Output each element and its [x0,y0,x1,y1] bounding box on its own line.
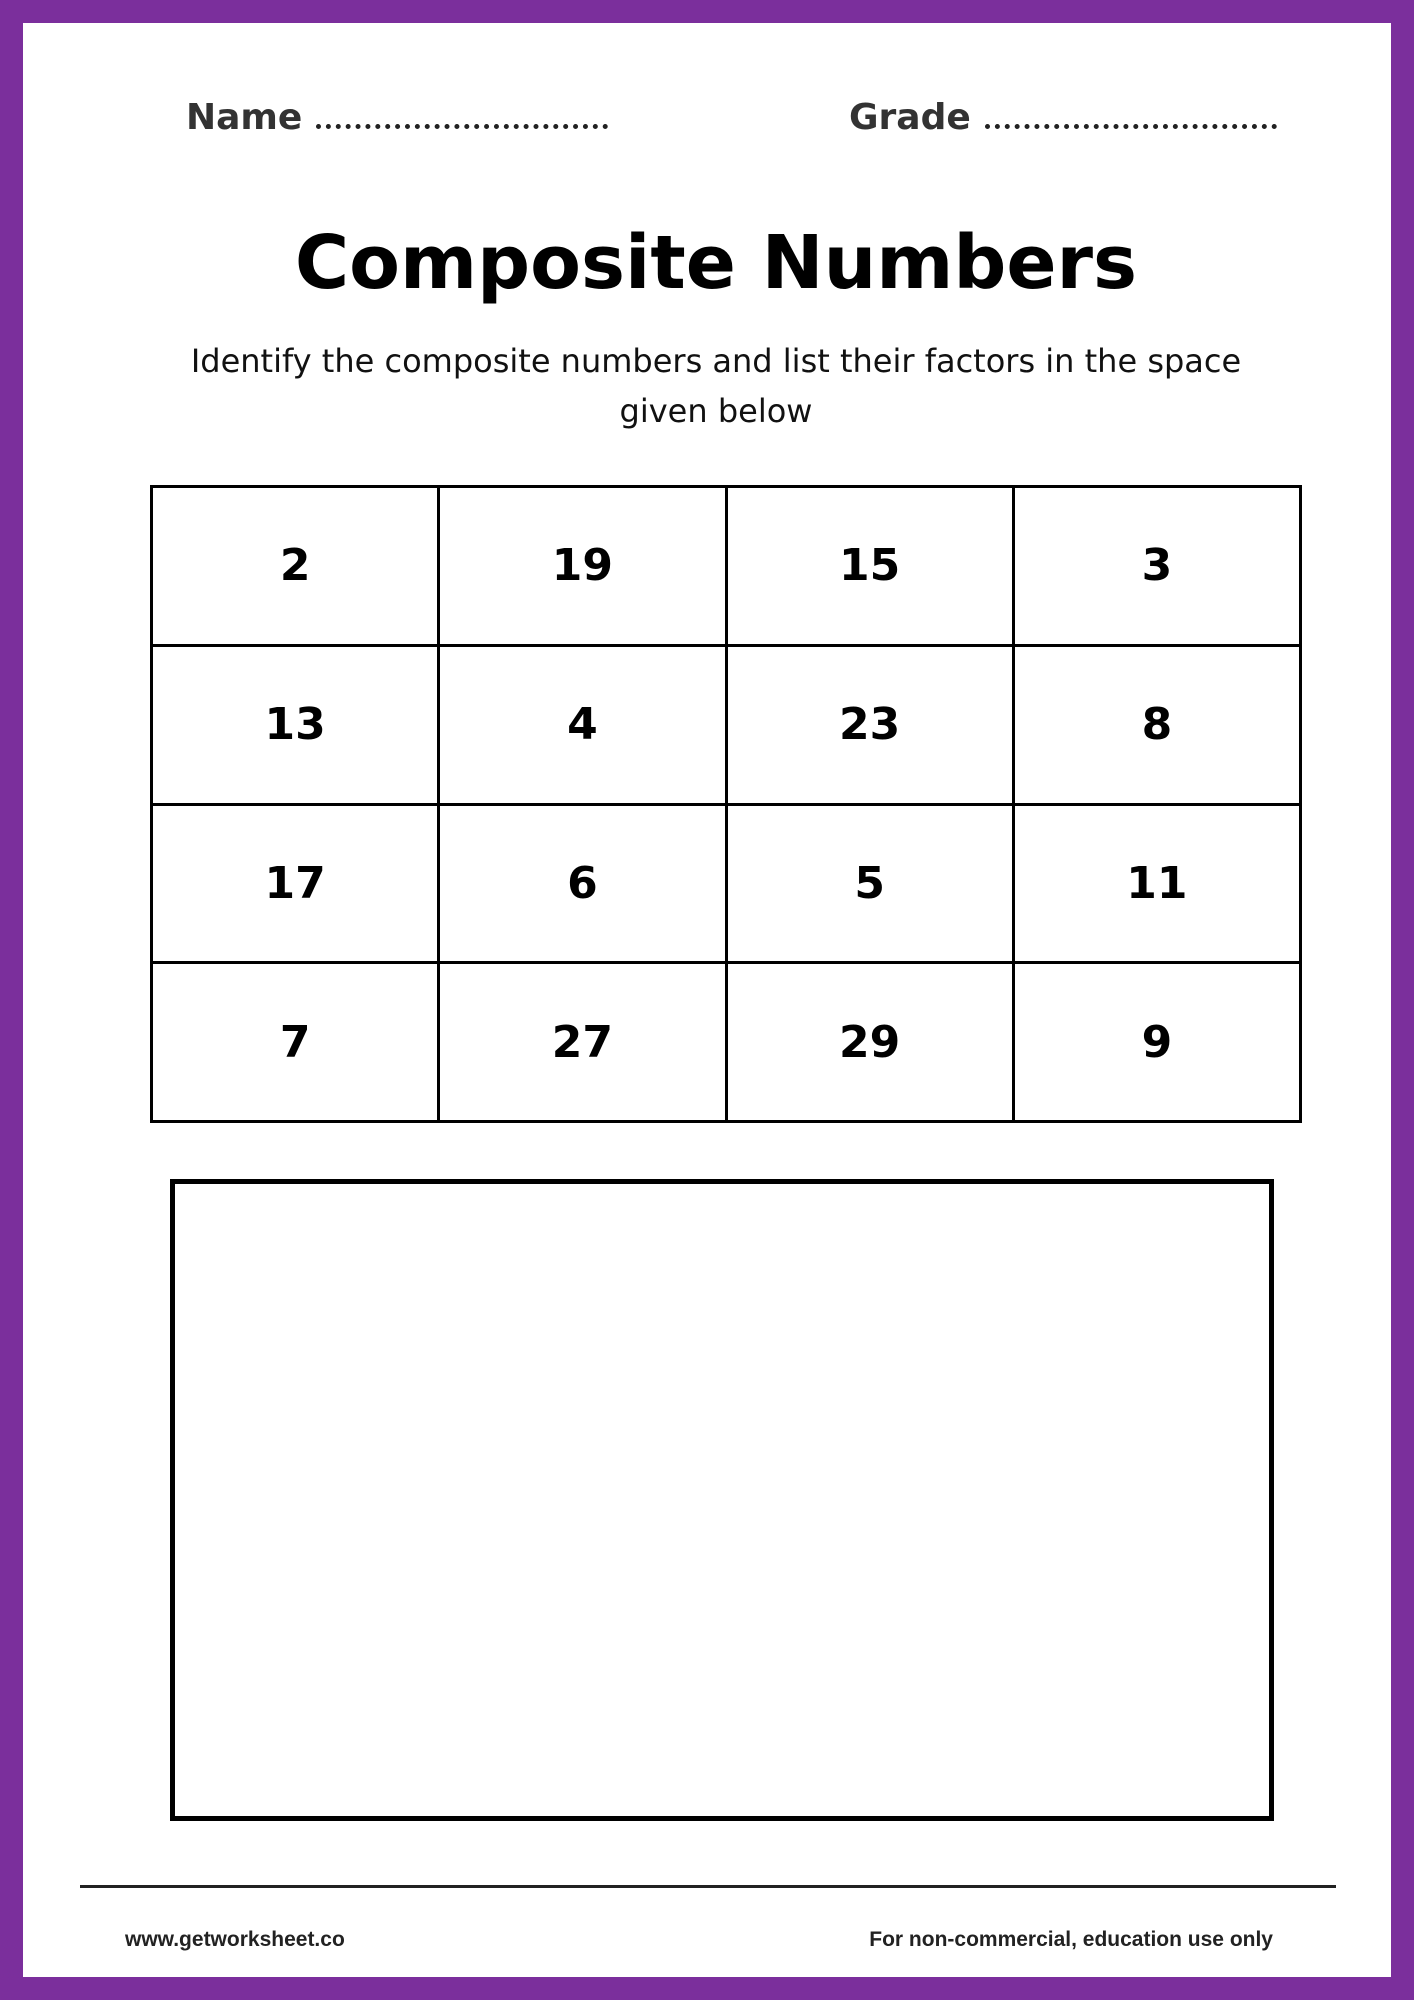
grid-cell[interactable]: 29 [726,963,1013,1122]
grid-row [152,804,1301,963]
grid-cell[interactable]: 13 [152,645,439,804]
grade-field [849,97,1277,138]
footer-website: www.getworksheet.co [125,1928,345,1951]
grid-cell[interactable]: 5 [726,804,1013,963]
footer-notice: For non-commercial, education use only [869,1928,1273,1951]
grid-cell[interactable]: 27 [439,963,726,1122]
grid-cell[interactable]: 2 [152,487,439,646]
grid-cell[interactable]: 19 [439,487,726,646]
worksheet-page [23,23,1391,1977]
grid-cell[interactable]: 11 [1013,804,1300,963]
grid-row [152,645,1301,804]
grid-cell[interactable]: 17 [152,804,439,963]
grid-cell[interactable]: 9 [1013,963,1300,1122]
grade-label: Grade [849,97,971,138]
grid-cell[interactable]: 7 [152,963,439,1122]
grid-cell[interactable]: 4 [439,645,726,804]
name-blank[interactable] [316,124,608,129]
footer-divider [80,1885,1336,1888]
answer-box[interactable] [170,1179,1274,1821]
page-title: Composite Numbers [294,220,1138,306]
name-field [186,97,608,138]
grid-cell[interactable]: 3 [1013,487,1300,646]
grid-cell[interactable]: 23 [726,645,1013,804]
instruction-text: Identify the composite numbers and list their factors in the space given below [190,342,1242,430]
grid-cell[interactable]: 6 [439,804,726,963]
grid-row [152,487,1301,646]
grid-cell[interactable]: 8 [1013,645,1300,804]
name-label: Name [186,97,303,138]
grid-cell[interactable]: 15 [726,487,1013,646]
grade-blank[interactable] [985,124,1277,129]
grid-row [152,963,1301,1122]
number-grid [150,485,1302,1123]
